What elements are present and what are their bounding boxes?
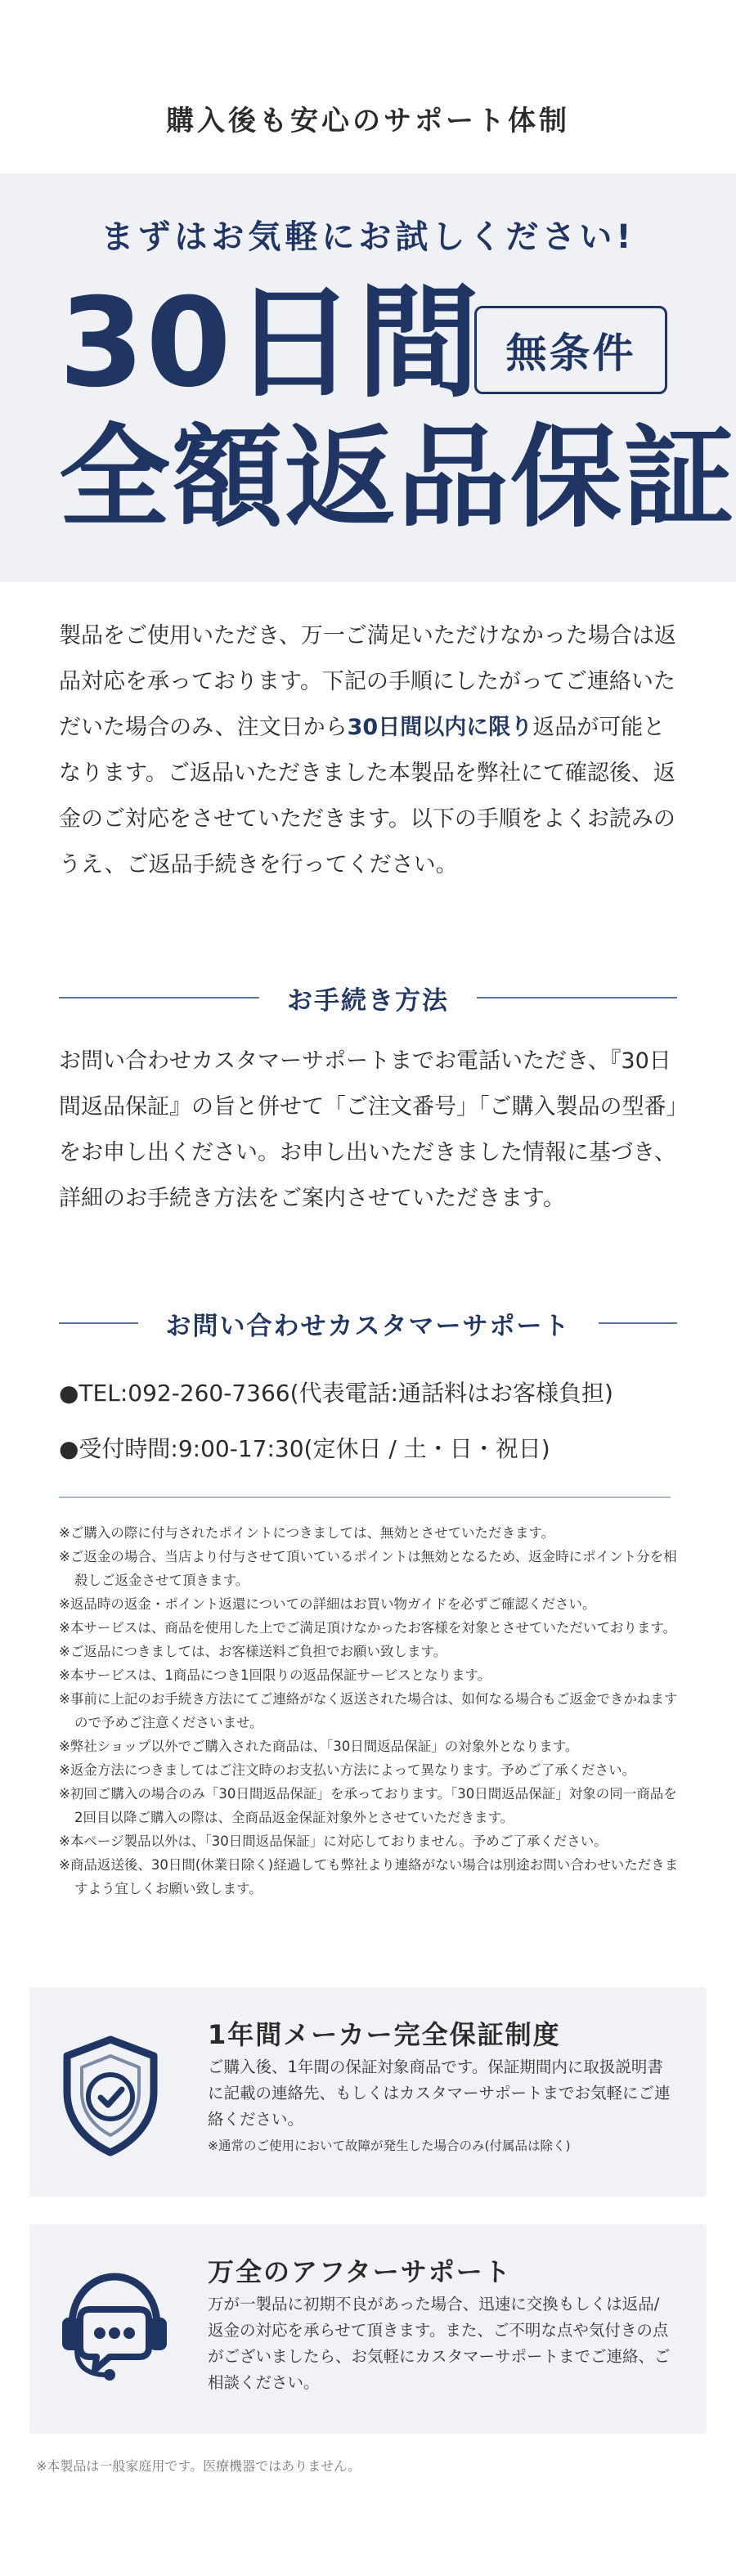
note-item: ※ご購入の際に付与されたポイントにつきましては、無効とさせていただきます。	[59, 1525, 555, 1541]
procedure-heading: お手続き方法	[287, 985, 449, 1016]
contact-heading-row	[59, 1307, 677, 1340]
note-item: ※返金方法につきましてはご注文時のお支払い方法によって異なります。予めご了承ください。	[59, 1762, 636, 1778]
divider-line-right	[599, 1322, 678, 1324]
shield-check-icon	[57, 2035, 164, 2161]
contact-phone: ●TEL:092-260-7366(代表電話:通話料はお客様負担)	[59, 1380, 613, 1407]
warranty-title: 1年間メーカー完全保証制度	[208, 2019, 561, 2050]
hero-headline-guarantee: 全額返品保証	[59, 414, 736, 543]
warranty-text: ご購入後、1年間の保証対象商品です。保証期間内に取扱説明書に記載の連絡先、もしくはカスタマーサポートまでお気軽にご連絡ください。	[208, 2058, 671, 2129]
page-title: 購入後も安心のサポート体制	[166, 105, 570, 137]
intro-highlight: 30日間以内に限り	[347, 715, 533, 740]
divider-line-right	[477, 997, 677, 999]
note-item: ※弊社ショップ以外でご購入された商品は、「30日間返品保証」の対象外となります。	[59, 1739, 579, 1754]
note-item: ※ご返金の場合、当店より付与させて頂いているポイントは無効となるため、返金時にポイント分を相殺しご返金させて頂きます。	[59, 1549, 677, 1588]
hero-headline-days: 30日間	[59, 272, 482, 415]
note-item: ※本ページ製品以外は、「30日間返品保証」に対応しておりません。予めご了承ください。	[59, 1833, 608, 1849]
unconditional-badge: 無条件	[474, 306, 667, 394]
headset-chat-icon	[57, 2267, 172, 2393]
notes-list	[59, 1521, 680, 1901]
note-item: ※本サービスは、1商品につき1回限りの返品保証サービスとなります。	[59, 1667, 491, 1683]
hero-subtitle: まずはお気軽にお試しください!	[101, 218, 635, 256]
divider-line-left	[59, 1322, 138, 1324]
warranty-body	[208, 2054, 674, 2159]
procedure-heading-row	[59, 981, 677, 1014]
support-body: 万が一製品に初期不良があった場合、迅速に交換もしくは返品/返金の対応を承らせて頂きます。また、ご不明な点や気付きの点がございましたら、お気軽にカスタマーサポートまでご連絡、ご相談ください。	[208, 2295, 671, 2392]
note-item: ※本サービスは、商品を使用した上でご満足頂けなかったお客様を対象とさせていただいております。	[59, 1620, 677, 1636]
divider-line-left	[59, 997, 259, 999]
note-item: ※ご返品につきましては、お客様送料ご負担でお願い致します。	[59, 1644, 447, 1659]
note-item: ※事前に上記のお手続き方法にてご連絡がなく返送された場合は、如何なる場合もご返金できかねますので予めご注意くださいませ。	[59, 1691, 678, 1730]
notes-divider	[59, 1497, 671, 1498]
intro-text-2: 返品が可能となります。ご返品いただきました本製品を弊社にて確認後、返金のご対応をさせていただきます。以下の手順をよくお読みのうえ、ご返品手続きを行ってください。	[59, 715, 675, 877]
note-item: ※返品時の返金・ポイント返還についての詳細はお買い物ガイドを必ずご確認ください。	[59, 1596, 596, 1612]
procedure-body: お問い合わせカスタマーサポートまでお電話いただき、『30日間返品保証』の旨と併せて「ご注文番号」「ご購入製品の型番」をお申し出ください。お申し出いただきました情報に基づき、詳細のお手続き方法をご案内させていただきます。	[59, 1048, 677, 1211]
intro-text-1: 製品をご使用いただき、万一ご満足いただけなかった場合は返品対応を承っております。下記の手順にしたがってご連絡いただいた場合のみ、注文日から	[59, 623, 676, 740]
warranty-note: ※通常のご使用において故障が発生した場合のみ(付属品は除く)	[208, 2138, 571, 2153]
support-title: 万全のアフターサポート	[208, 2256, 512, 2287]
contact-hours: ●受付時間:9:00-17:30(定休日 / 土・日・祝日)	[59, 1435, 550, 1462]
intro-paragraph	[59, 613, 680, 888]
note-item: ※初回ご購入の場合のみ「30日間返品保証」を承っております。「30日間返品保証」対象の同一商品を2回目以降ご購入の際は、全商品返金保証対象外とさせていただきます。	[59, 1786, 677, 1825]
footer-note: ※本製品は一般家庭用です。医療機器ではありません。	[36, 2458, 361, 2474]
note-item: ※商品返送後、30日間(休業日除く)経過しても弊社より連絡がない場合は別途お問い合わせいただきますよう宜しくお願い致します。	[59, 1857, 679, 1896]
contact-heading: お問い合わせカスタマーサポート	[165, 1311, 571, 1341]
